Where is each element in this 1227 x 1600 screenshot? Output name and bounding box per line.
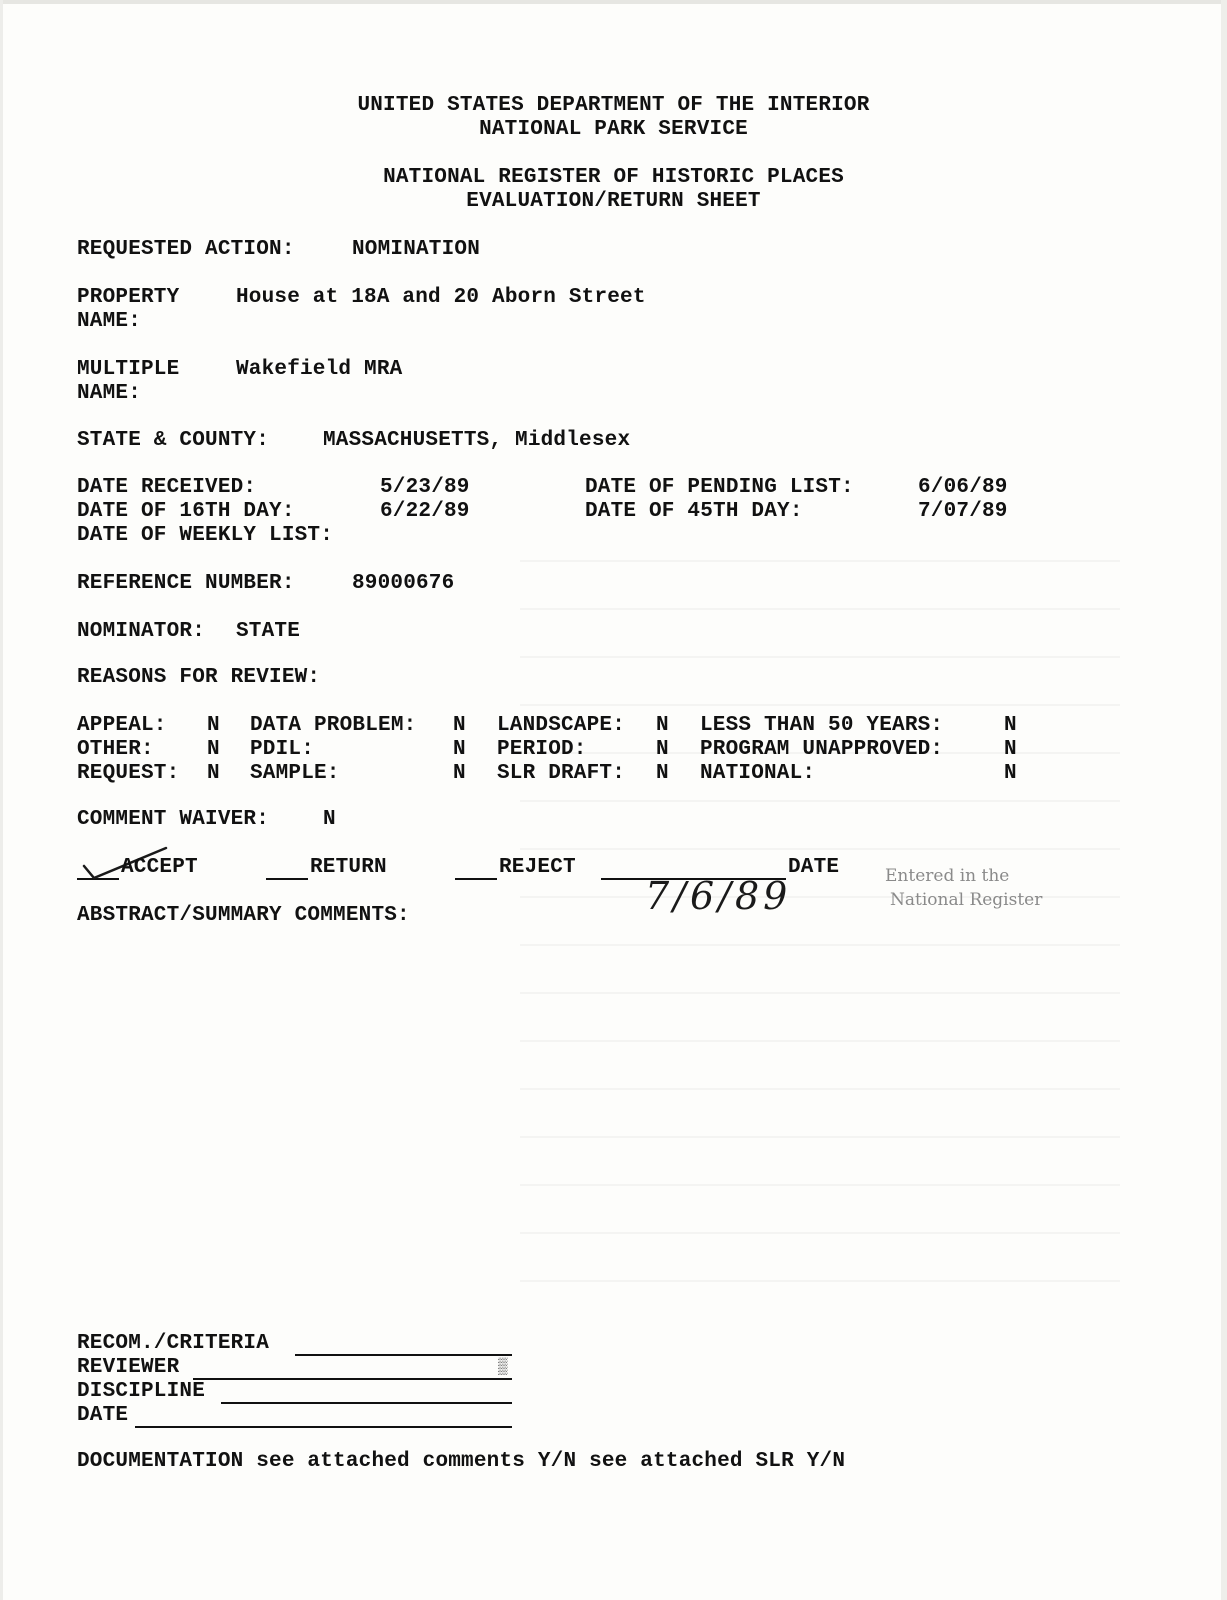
requested-action-label: REQUESTED ACTION: xyxy=(77,238,295,261)
property-label: PROPERTY xyxy=(77,286,180,309)
state-county-label: STATE & COUNTY: xyxy=(77,429,270,452)
date-received-value: 5/23/89 xyxy=(380,476,470,499)
scan-bleed-through xyxy=(520,560,1120,1360)
decision-date-label: DATE xyxy=(788,856,840,879)
reviewer-blank[interactable] xyxy=(193,1354,512,1380)
less-than-50-label: LESS THAN 50 YEARS: xyxy=(700,714,944,737)
return-label: RETURN xyxy=(310,856,387,879)
multiple-label: MULTIPLE xyxy=(77,358,180,381)
documentation-line: DOCUMENTATION see attached comments Y/N see attached SLR Y/N xyxy=(77,1450,846,1473)
landscape-label: LANDSCAPE: xyxy=(497,714,626,737)
program-unapproved-value: N xyxy=(1004,738,1017,761)
accept-label: ACCEPT xyxy=(121,856,198,879)
header-sheet-title: EVALUATION/RETURN SHEET xyxy=(466,190,761,213)
property-name-value: House at 18A and 20 Aborn Street xyxy=(236,286,646,309)
recom-criteria-label: RECOM./CRITERIA xyxy=(77,1332,270,1355)
scan-edge-top xyxy=(0,0,1227,4)
header-department: UNITED STATES DEPARTMENT OF THE INTERIOR xyxy=(357,94,870,117)
reviewer-label: REVIEWER xyxy=(77,1356,180,1379)
discipline-blank[interactable] xyxy=(221,1378,512,1404)
sample-label: SAMPLE: xyxy=(250,762,340,785)
nominator-label: NOMINATOR: xyxy=(77,620,206,643)
data-problem-value: N xyxy=(453,714,466,737)
request-label: REQUEST: xyxy=(77,762,180,785)
multiple-name-label: NAME: xyxy=(77,382,142,405)
date-16th-value: 6/22/89 xyxy=(380,500,470,523)
scan-edge-right xyxy=(1221,0,1227,1600)
reference-value: 89000676 xyxy=(352,572,455,595)
comment-waiver-label: COMMENT WAIVER: xyxy=(77,808,270,831)
program-unapproved-label: PROGRAM UNAPPROVED: xyxy=(700,738,944,761)
date-16th-label: DATE OF 16TH DAY: xyxy=(77,500,295,523)
asterisk-mark-icon: ▒ xyxy=(498,1358,508,1376)
scan-edge-left xyxy=(0,0,3,1600)
state-county-value: MASSACHUSETTS, Middlesex xyxy=(323,429,631,452)
discipline-label: DISCIPLINE xyxy=(77,1380,206,1403)
abstract-label: ABSTRACT/SUMMARY COMMENTS: xyxy=(77,904,410,927)
other-value: N xyxy=(207,738,220,761)
reference-label: REFERENCE NUMBER: xyxy=(77,572,295,595)
period-value: N xyxy=(656,738,669,761)
date-45th-label: DATE OF 45TH DAY: xyxy=(585,500,803,523)
date-received-label: DATE RECEIVED: xyxy=(77,476,257,499)
comment-waiver-value: N xyxy=(323,808,336,831)
entered-stamp-line1: Entered in the xyxy=(885,866,1010,886)
reject-label: REJECT xyxy=(499,856,576,879)
pdil-value: N xyxy=(453,738,466,761)
appeal-label: APPEAL: xyxy=(77,714,167,737)
national-value: N xyxy=(1004,762,1017,785)
pdil-label: PDIL: xyxy=(250,738,315,761)
reject-blank[interactable] xyxy=(455,854,497,880)
header-agency: NATIONAL PARK SERVICE xyxy=(479,118,748,141)
entered-stamp-line2: National Register xyxy=(890,890,1043,910)
other-label: OTHER: xyxy=(77,738,154,761)
slr-draft-label: SLR DRAFT: xyxy=(497,762,626,785)
period-label: PERIOD: xyxy=(497,738,587,761)
data-problem-label: DATA PROBLEM: xyxy=(250,714,417,737)
multiple-name-value: Wakefield MRA xyxy=(236,358,403,381)
reasons-heading: REASONS FOR REVIEW: xyxy=(77,666,321,689)
handwritten-date: 7/6/89 xyxy=(645,874,792,918)
date-45th-value: 7/07/89 xyxy=(918,500,1008,523)
date-pending-value: 6/06/89 xyxy=(918,476,1008,499)
header-register: NATIONAL REGISTER OF HISTORIC PLACES xyxy=(383,166,844,189)
less-than-50-value: N xyxy=(1004,714,1017,737)
appeal-value: N xyxy=(207,714,220,737)
sample-value: N xyxy=(453,762,466,785)
slr-draft-value: N xyxy=(656,762,669,785)
recom-criteria-blank[interactable] xyxy=(295,1330,512,1356)
date-weekly-label: DATE OF WEEKLY LIST: xyxy=(77,524,334,547)
request-value: N xyxy=(207,762,220,785)
landscape-value: N xyxy=(656,714,669,737)
footer-date-blank[interactable] xyxy=(135,1402,512,1428)
date-pending-label: DATE OF PENDING LIST: xyxy=(585,476,854,499)
national-label: NATIONAL: xyxy=(700,762,816,785)
property-name-label: NAME: xyxy=(77,310,142,333)
nominator-value: STATE xyxy=(236,620,301,643)
return-blank[interactable] xyxy=(266,854,308,880)
footer-date-label: DATE xyxy=(77,1404,129,1427)
requested-action-value: NOMINATION xyxy=(352,238,481,261)
